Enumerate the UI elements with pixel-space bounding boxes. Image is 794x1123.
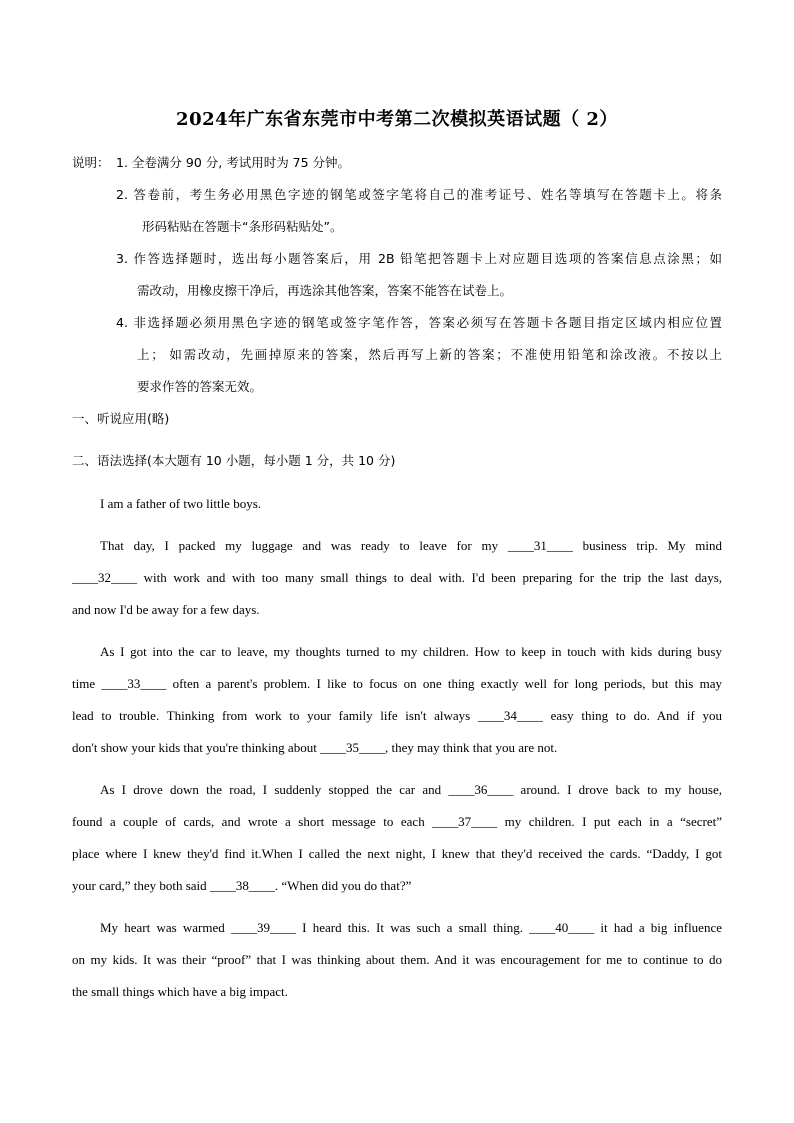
- page-title: 2024年广东省东莞市中考第二次模拟英语试题（ 2）: [176, 109, 618, 130]
- passage-line: place where I knew they'd find it.When I called the next night, I knew that they'd received the cards. “Daddy, I got: [72, 846, 722, 861]
- passage-line: lead to trouble. Thinking from work to your family life isn't always ____34____ easy thing to do. And if you: [72, 708, 722, 723]
- passage-line: on my kids. It was their “proof” that I was thinking about them. And it was encouragement for me to continue to do: [72, 952, 722, 967]
- instruction-item-2-cont: 形码粘贴在答题卡“条形码粘贴处”。: [142, 219, 343, 234]
- instruction-item-1: 1. 全卷满分 90 分, 考试用时为 75 分钟。: [116, 155, 351, 170]
- instructions-lead: 说明：: [72, 155, 110, 170]
- section-heading-two: 二、语法选择(本大题有 10 小题，每小题 1 分，共 10 分): [72, 453, 396, 468]
- passage-line: That day, I packed my luggage and was ready to leave for my ____31____ business trip. My mind: [100, 538, 722, 553]
- passage-line: time ____33____ often a parent's problem. I like to focus on one thing exactly well for long periods, but this may: [72, 676, 722, 691]
- instruction-item-2: 2. 答卷前，考生务必用黑色字迹的钢笔或签字笔将自己的准考证号、姓名等填写在答题卡上。将条: [116, 187, 722, 202]
- passage-line: My heart was warmed ____39____ I heard this. It was such a small thing. ____40____ it had a big influence: [100, 920, 722, 935]
- passage-line: don't show your kids that you're thinking about ____35____, they may think that you are not.: [72, 740, 558, 755]
- passage-line: ____32____ with work and with too many small things to deal with. I'd been preparing for the trip the last days,: [72, 570, 722, 585]
- instruction-item-3-cont: 需改动，用橡皮擦干净后，再选涂其他答案，答案不能答在试卷上。: [137, 283, 513, 298]
- instruction-item-4-cont2: 要求作答的答案无效。: [137, 379, 263, 394]
- section-heading-one: 一、听说应用(略): [72, 411, 170, 426]
- passage-line: and now I'd be away for a few days.: [72, 602, 260, 617]
- passage-line: your card,” they both said ____38____. “When did you do that?”: [72, 878, 412, 893]
- instruction-item-3: 3. 作答选择题时，选出每小题答案后，用 2B 铅笔把答题卡上对应题目选项的答案信息点涂黑；如: [116, 251, 722, 266]
- instruction-item-4: 4. 非选择题必须用黑色字迹的钢笔或签字笔作答，答案必须写在答题卡各题目指定区域内相应位置: [116, 315, 722, 330]
- passage-line: found a couple of cards, and wrote a short message to each ____37____ my children. I put each in a “secret”: [72, 814, 722, 829]
- passage-line: I am a father of two little boys.: [100, 496, 262, 511]
- passage-line: As I drove down the road, I suddenly stopped the car and ____36____ around. I drove back to my house,: [100, 782, 722, 797]
- passage-line: the small things which have a big impact.: [72, 984, 288, 999]
- instruction-item-4-cont: 上； 如需改动，先画掉原来的答案，然后再写上新的答案；不准使用铅笔和涂改液。不按以上: [137, 347, 722, 362]
- passage-line: As I got into the car to leave, my thoughts turned to my children. How to keep in touch with kids during busy: [100, 644, 722, 659]
